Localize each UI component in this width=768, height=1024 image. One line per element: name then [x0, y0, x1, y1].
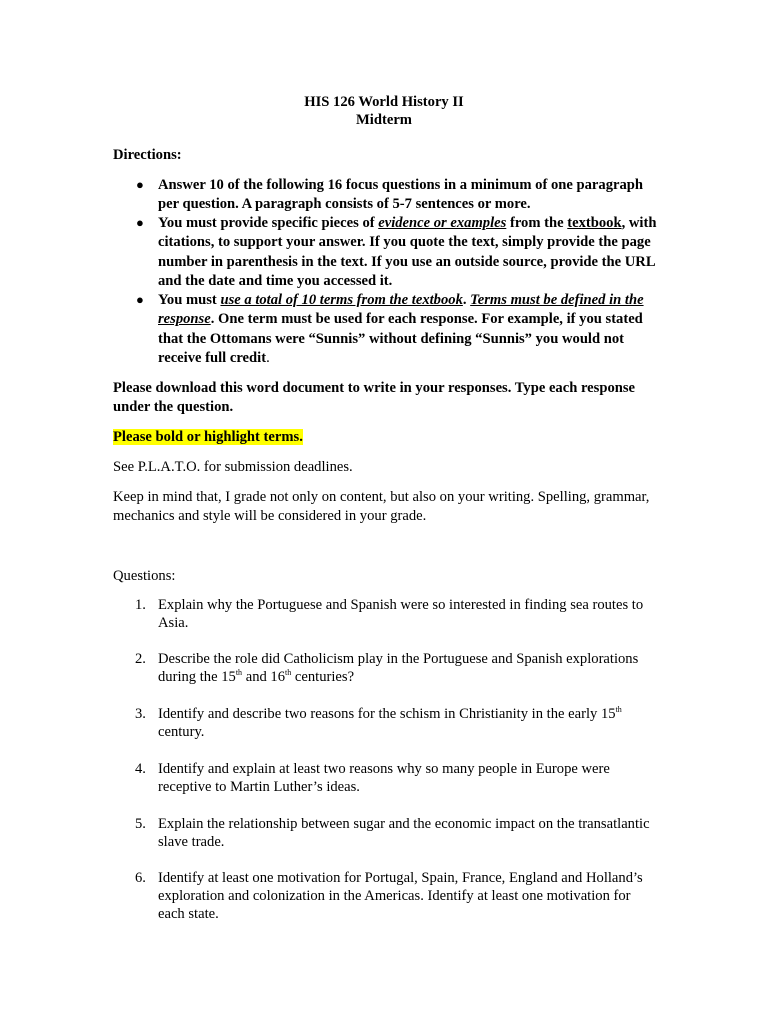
question-number: 5. [135, 816, 146, 832]
grading-note: Keep in mind that, I grade not only on content, but also on your writing. Spelling, grammar, mechanics and style will be considered in your grade. [113, 489, 650, 524]
question-number: 1. [135, 597, 146, 613]
bullet-marker: ● [136, 292, 144, 307]
question-number: 3. [135, 706, 146, 722]
direction-bullet-3: You must use a total of 10 terms from the textbook. Terms must be defined in the response. One term must be used for each response. For example, if you stated that the Ottomans were “Sunnis” without defining “Sunnis” you would not receive full credit. [158, 292, 644, 366]
terms-total-emphasis: use a total of 10 terms from the textbook [220, 292, 463, 308]
direction-bullet-1: Answer 10 of the following 16 focus questions in a minimum of one paragraph per question. A paragraph consists of 5-7 sentences or more. [158, 177, 644, 213]
direction-bullet-2: You must provide specific pieces of evidence or examples from the textbook, with citations, to support your answer. If you quote the text, simply provide the page number in parenthesis in the text. If you use an outside source, provide the URL and the date and time you accessed it. [158, 215, 657, 289]
question-text: Identify and explain at least two reasons why so many people in Europe were receptive to Martin Luther’s ideas. [158, 761, 610, 795]
highlight-note: Please bold or highlight terms. [113, 429, 303, 445]
bullet-marker: ● [136, 177, 144, 192]
question-text: Identify at least one motivation for Portugal, Spain, France, England and Holland’s exploration and colonization in the Americas. Identify at least one motivation for each state. [158, 870, 643, 922]
question-text: Explain the relationship between sugar and the economic impact on the transatlantic slave trade. [158, 816, 650, 850]
evidence-emphasis: evidence or examples [378, 215, 507, 231]
bullet-marker: ● [136, 215, 144, 230]
question-text: Identify and describe two reasons for the schism in Christianity in the early 15th century. [158, 705, 622, 740]
directions-heading: Directions: [113, 147, 182, 163]
questions-heading: Questions: [113, 568, 176, 584]
document-title: HIS 126 World History II [304, 94, 464, 110]
question-number: 4. [135, 761, 146, 777]
question-text: Describe the role did Catholicism play in the Portuguese and Spanish explorations during the 15th and 16th centuries? [158, 651, 639, 685]
question-text: Explain why the Portuguese and Spanish were so interested in finding sea routes to Asia. [158, 597, 644, 631]
deadline-note: See P.L.A.T.O. for submission deadlines. [113, 459, 353, 475]
textbook-emphasis: textbook [567, 215, 622, 231]
download-note: Please download this word document to write in your responses. Type each response under the question. [113, 380, 636, 415]
document-subtitle: Midterm [356, 112, 412, 128]
question-number: 6. [135, 870, 146, 886]
question-number: 2. [135, 651, 146, 667]
terms-defined-emphasis: Terms must be defined in the response [158, 292, 644, 328]
